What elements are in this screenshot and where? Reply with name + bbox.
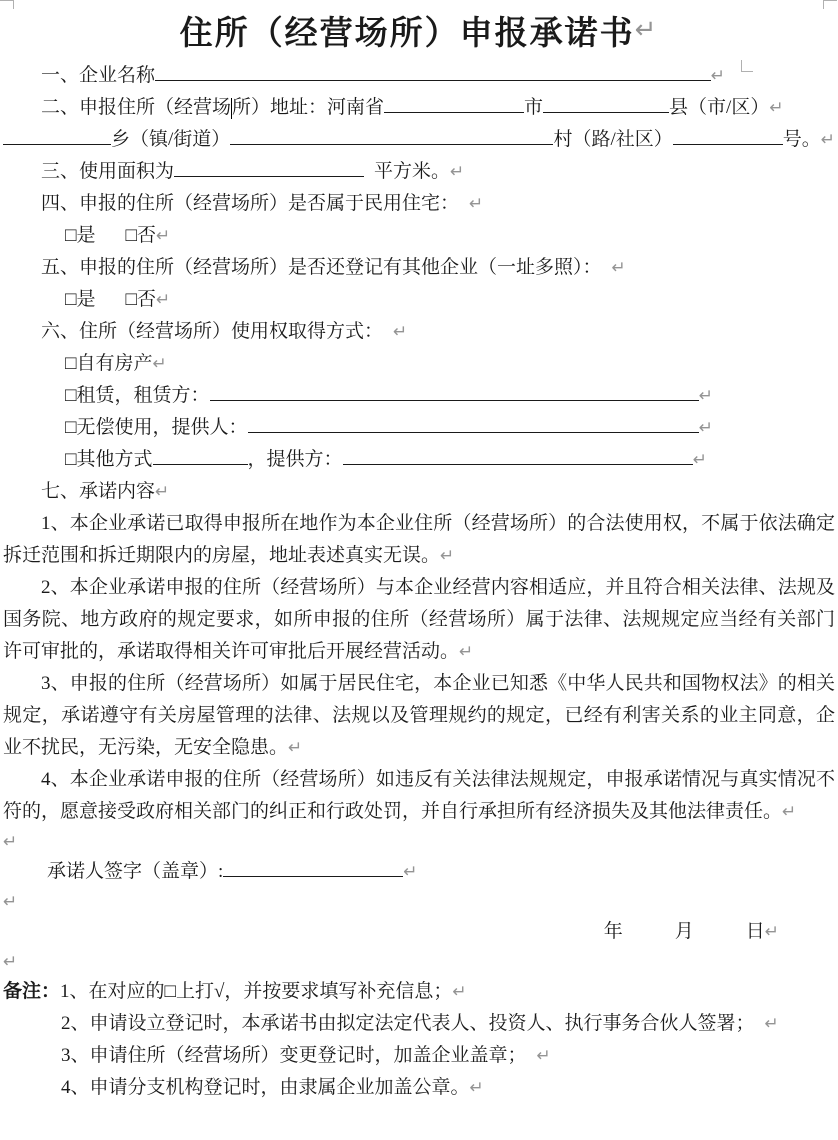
- checkbox-lease-icon[interactable]: □: [65, 385, 77, 406]
- village-blank-field[interactable]: [230, 141, 553, 145]
- paragraph-mark-icon: ↵: [634, 15, 659, 45]
- empty-paragraph: [3, 828, 835, 856]
- document-title-row: [3, 0, 835, 60]
- paragraph-mark-icon: ↵: [459, 642, 474, 662]
- month-label: 月: [674, 921, 694, 942]
- area-row: [3, 156, 835, 188]
- commitment-paragraph-4: [3, 764, 835, 828]
- paragraph-mark-icon: ↵: [692, 450, 707, 470]
- commitment-paragraph-1: [3, 508, 835, 572]
- paragraph-mark-icon: ↵: [769, 98, 784, 118]
- paragraph-mark-icon: ↵: [469, 194, 484, 214]
- county-blank-field[interactable]: [543, 109, 669, 113]
- checkbox-no-multi-license-icon[interactable]: □: [125, 289, 137, 310]
- question-4-row: [3, 188, 835, 220]
- paragraph-mark-icon: ↵: [393, 322, 408, 342]
- notes-row-1: [3, 976, 835, 1008]
- township-label: 乡（镇/街道）: [111, 129, 231, 150]
- commitment-text-2: 2、本企业承诺申报的住所（经营场所）与本企业经营内容相适应，并且符合相关法律、法规及国务院、地方政府的规定要求，如所申报的住所（经营场所）属于法律、法规规定应当经有关部门许可审批的，承诺取得相关许可审批后开展经营活动。: [3, 577, 835, 662]
- text-boundary-mark-icon: [741, 60, 753, 72]
- paragraph-mark-icon: ↵: [403, 862, 418, 882]
- commitment-paragraph-3: [3, 668, 835, 764]
- paragraph-mark-icon: ↵: [3, 832, 18, 852]
- question-4-label: 四、申报的住所（经营场所）是否属于民用住宅：: [41, 193, 460, 214]
- paragraph-mark-icon: ↵: [152, 354, 167, 374]
- other-provider-label: ，提供方：: [247, 449, 343, 470]
- signature-label: 承诺人签字（盖章）:: [47, 861, 224, 882]
- area-label: 三、使用面积为: [41, 161, 175, 182]
- free-use-label: 无偿使用，提供人：: [76, 417, 248, 438]
- paragraph-mark-icon: ↵: [698, 386, 713, 406]
- empty-paragraph: [3, 948, 835, 976]
- other-method-label: 其他方式: [76, 449, 153, 470]
- paragraph-mark-icon: ↵: [156, 290, 171, 310]
- paragraph-mark-icon: ↵: [450, 162, 465, 182]
- own-property-option-row: [3, 348, 835, 380]
- paragraph-mark-icon: ↵: [710, 66, 725, 86]
- empty-paragraph: [3, 888, 835, 916]
- paragraph-mark-icon: ↵: [3, 892, 18, 912]
- text-boundary-corner-icon: [823, 0, 837, 9]
- free-use-option-row: [3, 412, 835, 444]
- address-label-part1: 二、申报住所（经营场: [41, 97, 232, 118]
- question-6-label: 六、住所（经营场所）使用权取得方式：: [41, 321, 384, 342]
- own-property-label: 自有房产: [76, 353, 153, 374]
- paragraph-mark-icon: ↵: [288, 738, 303, 758]
- checkbox-other-icon[interactable]: □: [65, 449, 77, 470]
- company-name-row: [3, 60, 835, 92]
- commitment-text-4: 4、本企业承诺申报的住所（经营场所）如违反有关法律法规规定，申报承诺情况与真实情况不符的，愿意接受政府相关部门的纠正和行政处罚，并自行承担所有经济损失及其他法律责任。: [3, 769, 835, 822]
- notes-row-3: [3, 1040, 835, 1072]
- note-item-3: 3、申请住所（经营场所）变更登记时，加盖企业盖章；: [61, 1045, 527, 1066]
- lease-option-row: [3, 380, 835, 412]
- company-name-blank-field[interactable]: [155, 77, 711, 81]
- company-name-label: 一、企业名称: [41, 65, 156, 86]
- page-title: 住所（经营场所）申报承诺书: [179, 15, 635, 52]
- checkbox-free-use-icon[interactable]: □: [65, 417, 77, 438]
- yes-label: 是: [76, 289, 96, 310]
- township-blank-field[interactable]: [3, 141, 111, 145]
- question-4-options-row: [3, 220, 835, 252]
- checkbox-yes-multi-license-icon[interactable]: □: [65, 289, 77, 310]
- paragraph-mark-icon: ↵: [3, 952, 18, 972]
- paragraph-mark-icon: ↵: [536, 1046, 551, 1066]
- other-provider-blank-field[interactable]: [343, 461, 693, 465]
- paragraph-mark-icon: ↵: [469, 1078, 484, 1098]
- area-blank-field[interactable]: [174, 173, 364, 177]
- yes-label: 是: [76, 225, 96, 246]
- paragraph-mark-icon: ↵: [440, 546, 455, 566]
- text-boundary-corner-icon: [0, 0, 14, 9]
- paragraph-mark-icon: ↵: [698, 418, 713, 438]
- address-row: [3, 92, 835, 124]
- commitment-text-1: 1、本企业承诺已取得申报所在地作为本企业住所（经营场所）的合法使用权，不属于依法确定拆迁范围和拆迁期限内的房屋，地址表述真实无误。: [3, 513, 835, 566]
- note-item-2: 2、申请设立登记时，本承诺书由拟定法定代表人、投资人、执行事务合伙人签署；: [61, 1013, 755, 1034]
- commitment-text-3: 3、申报的住所（经营场所）如属于居民住宅，本企业已知悉《中华人民共和国物权法》的相关规定，承诺遵守有关房屋管理的法律、法规以及管理规约的规定，已经有利害关系的业主同意，企业不扰民，无污染，无安全隐患。: [3, 673, 835, 758]
- note-item-1: 1、在对应的□上打√，并按要求填写补充信息；: [60, 981, 453, 1002]
- question-6-row: [3, 316, 835, 348]
- notes-row-4: [3, 1072, 835, 1104]
- lessor-blank-field[interactable]: [210, 397, 699, 401]
- county-label: 县（市/区）: [669, 97, 770, 118]
- paragraph-mark-icon: ↵: [782, 802, 797, 822]
- address-row-2: [3, 124, 835, 156]
- day-label: 日: [745, 921, 765, 942]
- area-unit-label: 平方米。: [374, 161, 451, 182]
- commitment-heading-row: [3, 476, 835, 508]
- lease-label: 租赁，租赁方：: [76, 385, 210, 406]
- signature-row: [3, 856, 835, 888]
- checkbox-own-property-icon[interactable]: □: [65, 353, 77, 374]
- city-label: 市: [524, 97, 544, 118]
- no-label: 否: [136, 225, 156, 246]
- paragraph-mark-icon: ↵: [155, 482, 170, 502]
- question-5-row: [3, 252, 835, 284]
- question-5-options-row: [3, 284, 835, 316]
- checkbox-no-residential-icon[interactable]: □: [125, 225, 137, 246]
- notes-label: 备注：: [3, 981, 61, 1002]
- commitment-heading: 七、承诺内容: [41, 481, 156, 502]
- village-label: 村（路/社区）: [553, 129, 673, 150]
- provider-blank-field[interactable]: [248, 429, 699, 433]
- date-row: [3, 916, 835, 948]
- paragraph-mark-icon: ↵: [820, 130, 835, 150]
- paragraph-mark-icon: ↵: [764, 922, 779, 942]
- question-5-label: 五、申报的住所（经营场所）是否还登记有其他企业（一址多照）：: [41, 257, 602, 278]
- number-label: 号。: [782, 129, 821, 150]
- signature-blank-field[interactable]: [223, 873, 403, 877]
- paragraph-mark-icon: ↵: [764, 1014, 779, 1034]
- no-label: 否: [136, 289, 156, 310]
- other-option-row: [3, 444, 835, 476]
- note-item-4: 4、申请分支机构登记时，由隶属企业加盖公章。: [61, 1077, 470, 1098]
- province-city-blank-field[interactable]: [384, 109, 524, 113]
- year-label: 年: [603, 921, 623, 942]
- paragraph-mark-icon: ↵: [452, 982, 467, 1002]
- paragraph-mark-icon: ↵: [156, 226, 171, 246]
- notes-row-2: [3, 1008, 835, 1040]
- checkbox-yes-residential-icon[interactable]: □: [65, 225, 77, 246]
- paragraph-mark-icon: ↵: [611, 258, 626, 278]
- other-method-blank-field[interactable]: [153, 461, 248, 465]
- commitment-paragraph-2: [3, 572, 835, 668]
- number-blank-field[interactable]: [673, 141, 783, 145]
- address-label-part2: 所）地址：河南省: [232, 97, 385, 118]
